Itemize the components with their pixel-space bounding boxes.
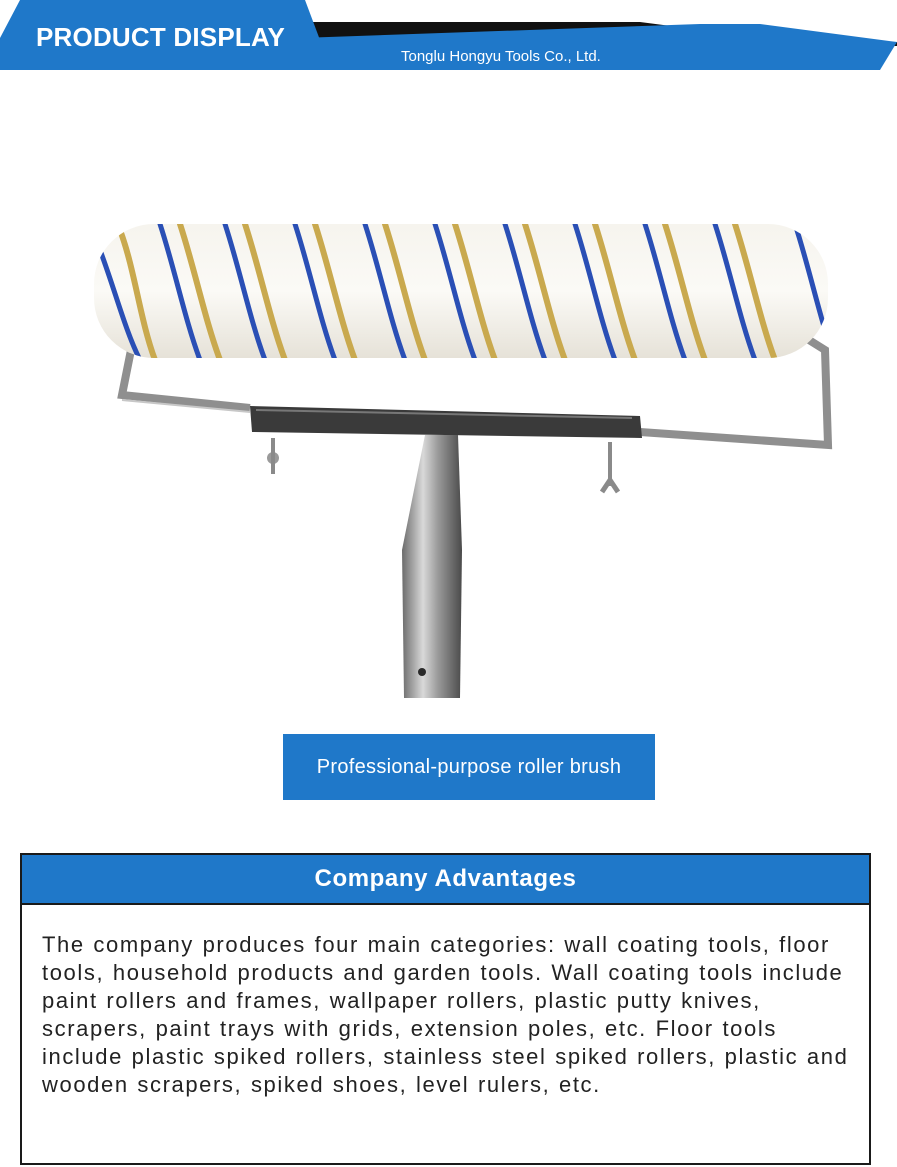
paint-roller-photo <box>80 210 840 710</box>
page-title: PRODUCT DISPLAY <box>36 22 286 52</box>
product-photo <box>80 210 840 710</box>
header-banner <box>0 0 897 75</box>
product-caption: Professional-purpose roller brush <box>283 734 655 800</box>
company-name: Tonglu Hongyu Tools Co., Ltd. <box>401 48 601 65</box>
advantages-text: The company produces four main categories: wall coating tools, floor tools, household products and garden tools. Wall coating tools include paint rollers and frames, wallpaper rollers, plastic putty knives, scrapers, paint trays with grids, extension poles, etc. Floor tools include plastic spiked rollers, stainless steel spiked rollers, plastic and wooden scrapers, spiked shoes, level rulers, etc. <box>42 932 849 1097</box>
advantages-heading: Company Advantages <box>22 855 869 905</box>
advantages-panel <box>20 853 871 1165</box>
